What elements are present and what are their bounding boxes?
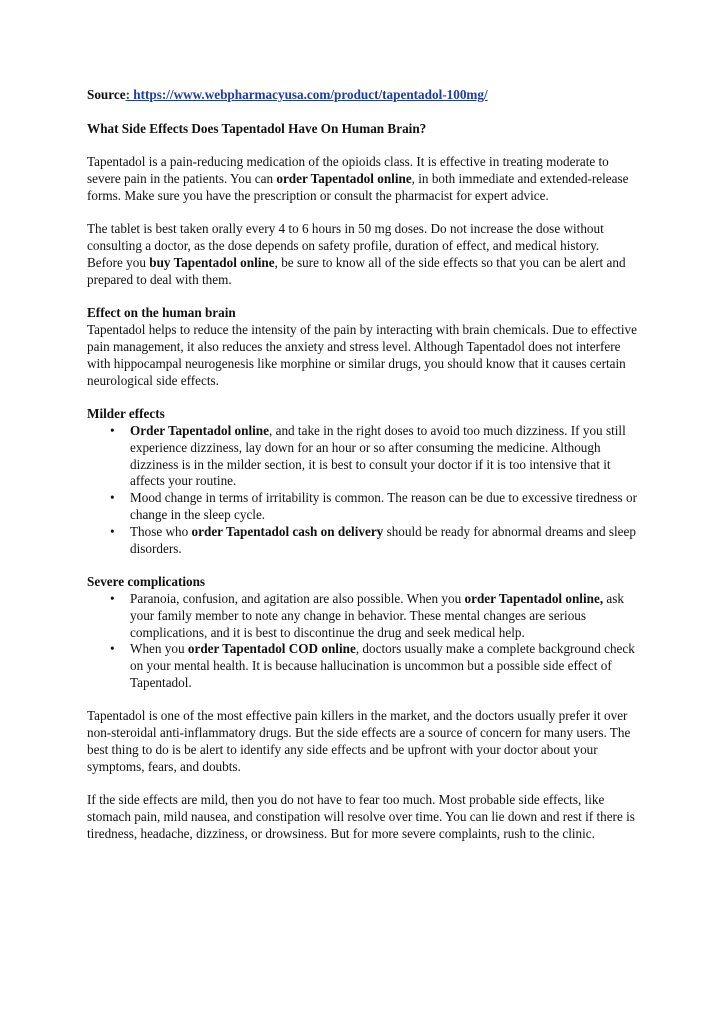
milder-section-title: Milder effects [87, 406, 165, 422]
document-title: What Side Effects Does Tapentadol Have On Human Brain? [87, 120, 427, 136]
milder-item2-text: Mood change in terms of irritability is common. The reason can be due to excessive tiredness or change in the sleep cycle. [130, 490, 637, 522]
list-item [110, 422, 637, 490]
severe-item1-text-a: Paranoia, confusion, and agitation are also possible. When you [130, 590, 465, 606]
severe-item2-text-b: , doctors usually make a complete background check on your mental health. It is because hallucination is uncommon but a possible side effect of Tapentadol. [130, 641, 635, 690]
list-item [110, 641, 637, 691]
severe-section [87, 574, 637, 692]
intro-p2-text-b: , be sure to know all of the side effects so that you can be alert and prepared to deal with them. [87, 254, 626, 287]
milder-item3-text-a: Those who [130, 523, 192, 539]
list-item [110, 590, 637, 641]
intro-p1-text-a: Tapentadol is a pain-reducing medication of the opioids class. It is effective in treating moderate to severe pain in the patients. You can [87, 154, 609, 186]
milder-item3-text-b: should be ready for abnormal dreams and sleep disorders. [130, 523, 636, 556]
severe-complications-list [87, 591, 637, 692]
milder-section [87, 406, 637, 557]
intro-p1-text-b: , in both immediate and extended-release forms. Make sure you have the prescription or consult the pharmacist for expert advice. [87, 170, 629, 203]
bullet-icon: • [110, 422, 115, 438]
effect-section-title: Effect on the human brain [87, 305, 236, 321]
closing-paragraph-2: If the side effects are mild, then you do not have to fear too much. Most probable side effects, like stomach pain, mild nausea, and constipation will resolve over time. You can lie down and rest if there is tiredness, headache, dizziness, or drowsiness. But for more severe complaints, rush to the clinic. [87, 792, 635, 842]
severe-item2-text-a: When you [130, 641, 188, 657]
intro-p2-bold: buy Tapentadol online [149, 254, 275, 270]
severe-section-title: Severe complications [87, 574, 206, 590]
list-item [110, 490, 637, 524]
milder-item3-bold: order Tapentadol cash on delivery [191, 523, 384, 539]
intro-paragraph-1 [87, 154, 637, 204]
bullet-icon: • [110, 523, 115, 539]
effect-section [87, 305, 637, 389]
closing-paragraph-1: Tapentadol is one of the most effective pain killers in the market, and the doctors usually prefer it over non-steroidal anti-inflammatory drugs. But the side effects are a source of concern for many users. The best thing to do is be alert to identify any side effects and be upfront with your doctor about your symptoms, fears, and doubts. [87, 708, 631, 774]
source-line [87, 87, 637, 104]
bullet-icon: • [110, 590, 115, 606]
milder-item1-bold: Order Tapentadol online [130, 422, 269, 438]
intro-paragraph-2 [87, 221, 637, 288]
bullet-icon: • [110, 641, 115, 657]
milder-effects-list [87, 423, 637, 557]
source-label: Source [87, 87, 126, 102]
effect-section-text: Tapentadol helps to reduce the intensity of the pain by interacting with brain chemicals. Due to effective pain management, it also reduces the anxiety and stress level. Although Tapentadol does not interfere with hippocampal neurogenesis like morphine or similar drugs, you should know that it causes certain neurological side effects. [87, 322, 637, 388]
severe-item2-bold: order Tapentadol COD online [187, 641, 356, 657]
milder-item1-text: , and take in the right doses to avoid too much dizziness. If you still experience dizziness, lay down for an hour or so after consuming the medicine. Although dizziness is in the milder section, it is best to consult your doctor if it is too intensive that it affects your routine. [130, 422, 626, 489]
source-link[interactable]: : https://www.webpharmacyusa.com/product/tapentadol-100mg/ [125, 87, 488, 102]
list-item [110, 523, 637, 558]
severe-item1-text-b: ask your family member to note any change in behavior. These mental changes are serious complications, and it is best to discontinue the drug and seek medical help. [130, 590, 625, 640]
intro-p2-text-a: The tablet is best taken orally every 4 to 6 hours in 50 mg doses. Do not increase the dose without consulting a doctor, as the dose depends on safety profile, duration of effect, and medical history. Before you [87, 221, 604, 270]
document-page [87, 87, 637, 860]
severe-item1-bold: order Tapentadol online, [464, 590, 604, 606]
bullet-icon: • [110, 490, 115, 506]
intro-p1-bold: order Tapentadol online [276, 170, 412, 186]
